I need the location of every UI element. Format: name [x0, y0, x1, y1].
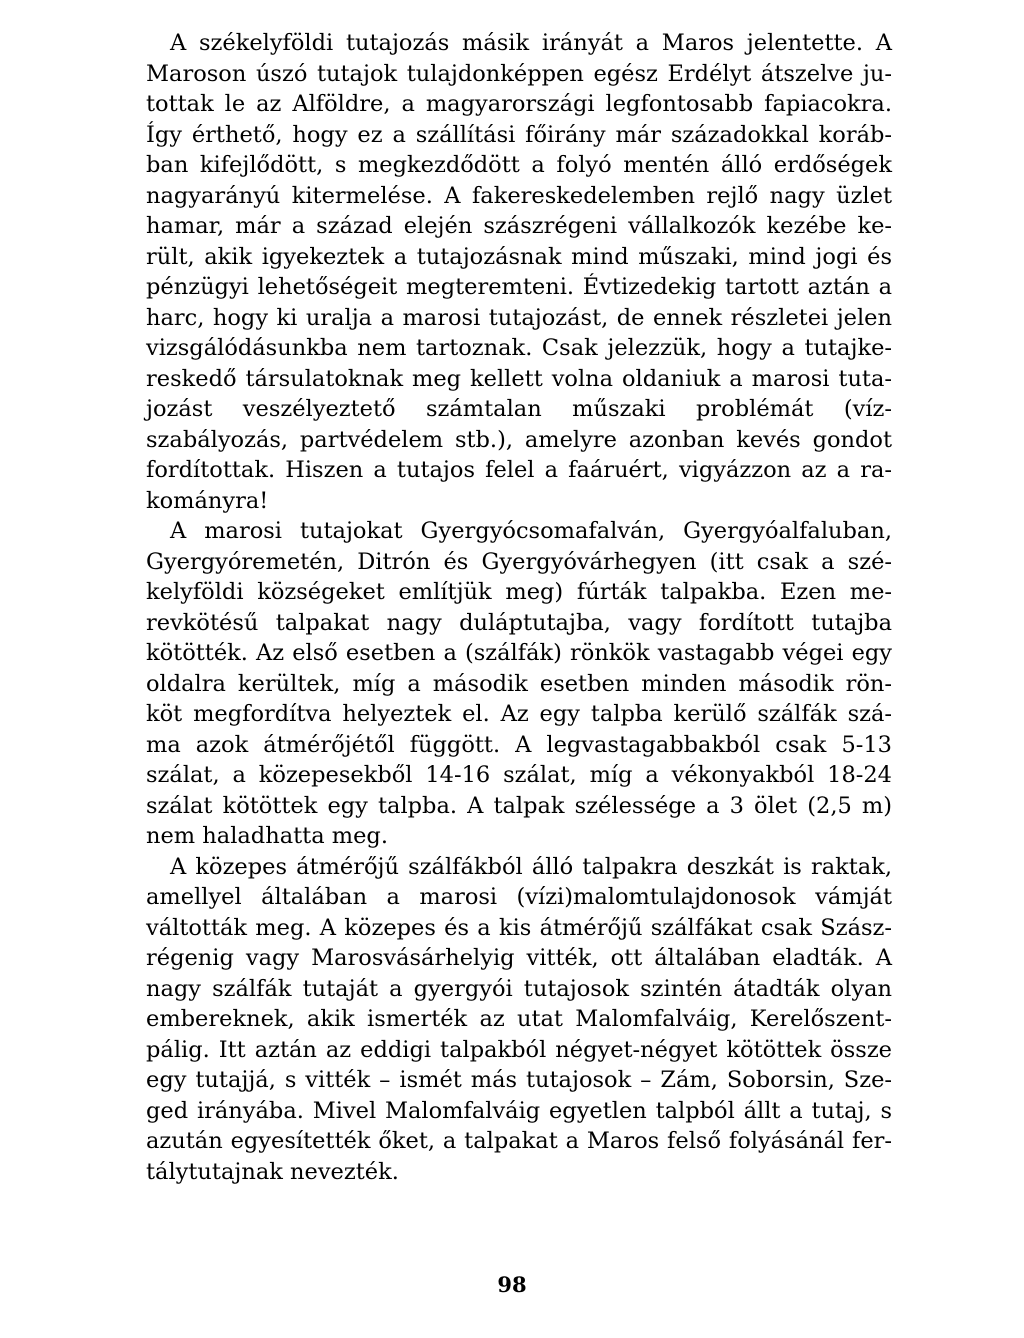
- text-line: Maroson úszó tutajok tulajdonképpen egész Erdélyt átszelve ju-: [146, 60, 892, 87]
- text-line: kötötték. Az első esetben a (szálfák) rönkök vastagabb végei egy: [146, 640, 892, 666]
- text-line: nagyarányú kitermelése. A fakereskedelemben rejlő nagy üzlet: [146, 182, 892, 209]
- text-line: nem haladhatta meg.: [146, 823, 388, 849]
- text-line: tálytutajnak nevezték.: [146, 1158, 399, 1185]
- text-line: kelyföldi községeket említjük meg) fúrták talpakba. Ezen me-: [146, 579, 892, 605]
- text-line: azután egyesítették őket, a talpakat a Maros felső folyásánál fer-: [146, 1128, 892, 1154]
- text-line: fordítottak. Hiszen a tutajos felel a faáruért, vigyázzon az a ra-: [146, 457, 892, 483]
- text-line: köt megfordítva helyeztek el. Az egy talpba kerülő szálfák szá-: [146, 701, 892, 727]
- text-line: nagy szálfák tutaját a gyergyói tutajosok szintén átadták olyan: [146, 975, 892, 1002]
- paragraph-3: [146, 852, 892, 1188]
- text-line: vizsgálódásunkba nem tartoznak. Csak jelezzük, hogy a tutajke-: [146, 335, 892, 361]
- text-line: szabályozás, partvédelem stb.), amelyre azonban kevés gondot: [146, 426, 892, 453]
- text-line: oldalra kerültek, míg a második esetben minden második rön-: [146, 670, 892, 697]
- text-line: egy tutajjá, s vitték – ismét más tutajosok – Zám, Soborsin, Sze-: [146, 1067, 892, 1093]
- text-line: A marosi tutajokat Gyergyócsomafalván, Gyergyóalfaluban,: [170, 518, 892, 544]
- text-line: A székelyföldi tutajozás másik irányát a Maros jelentette. A: [170, 30, 892, 56]
- text-line: jozást veszélyeztető számtalan műszaki problémát (víz-: [146, 396, 892, 422]
- text-line: reskedő társulatoknak meg kellett volna oldaniuk a marosi tuta-: [146, 365, 892, 392]
- text-line: embereknek, akik ismerték az utat Malomfalváig, Kerelőszent-: [146, 1006, 892, 1032]
- text-line: hamar, már a század elején szászrégeni vállalkozók kezébe ke-: [146, 213, 892, 239]
- book-page: [146, 28, 892, 1187]
- text-line: kományra!: [146, 487, 269, 514]
- text-line: amellyel általában a marosi (vízi)malomtulajdonosok vámját: [146, 884, 892, 910]
- text-line: pénzügyi lehetőségeit megteremteni. Évtizedekig tartott aztán a: [146, 274, 892, 300]
- paragraph-2: [146, 516, 892, 852]
- text-line: régenig vagy Marosvásárhelyig vitték, ott általában eladták. A: [146, 945, 892, 971]
- text-line: Gyergyóremetén, Ditrón és Gyergyóvárhegyen (itt csak a szé-: [146, 548, 892, 575]
- text-line: revkötésű talpakat nagy duláptutajba, vagy fordított tutajba: [146, 609, 892, 636]
- text-line: váltották meg. A közepes és a kis átmérőjű szálfákat csak Szász-: [146, 914, 892, 941]
- text-line: ma azok átmérőjétől függött. A legvastagabbakból csak 5-13: [146, 731, 892, 758]
- text-line: szálat, a közepesekből 14-16 szálat, míg a vékonyakból 18-24: [146, 762, 892, 788]
- text-line: harc, hogy ki uralja a marosi tutajozást, de ennek részletei jelen: [146, 304, 892, 331]
- page-number: 98: [497, 1272, 527, 1297]
- text-line: szálat kötöttek egy talpba. A talpak szélessége a 3 ölet (2,5 m): [146, 792, 892, 819]
- paragraph-1: [146, 28, 892, 516]
- text-line: tottak le az Alföldre, a magyarországi legfontosabb fapiacokra.: [146, 91, 892, 117]
- text-line: rült, akik igyekeztek a tutajozásnak mind műszaki, mind jogi és: [146, 243, 892, 270]
- text-line: Így érthető, hogy ez a szállítási főirány már századokkal koráb-: [146, 121, 892, 148]
- text-line: A közepes átmérőjű szálfákból álló talpakra deszkát is raktak,: [170, 853, 892, 880]
- text-line: pálig. Itt aztán az eddigi talpakból négyet-négyet kötöttek össze: [146, 1036, 892, 1063]
- text-line: ban kifejlődött, s megkezdődött a folyó mentén álló erdőségek: [146, 152, 892, 178]
- text-line: ged irányába. Mivel Malomfalváig egyetlen talpból állt a tutaj, s: [146, 1097, 892, 1124]
